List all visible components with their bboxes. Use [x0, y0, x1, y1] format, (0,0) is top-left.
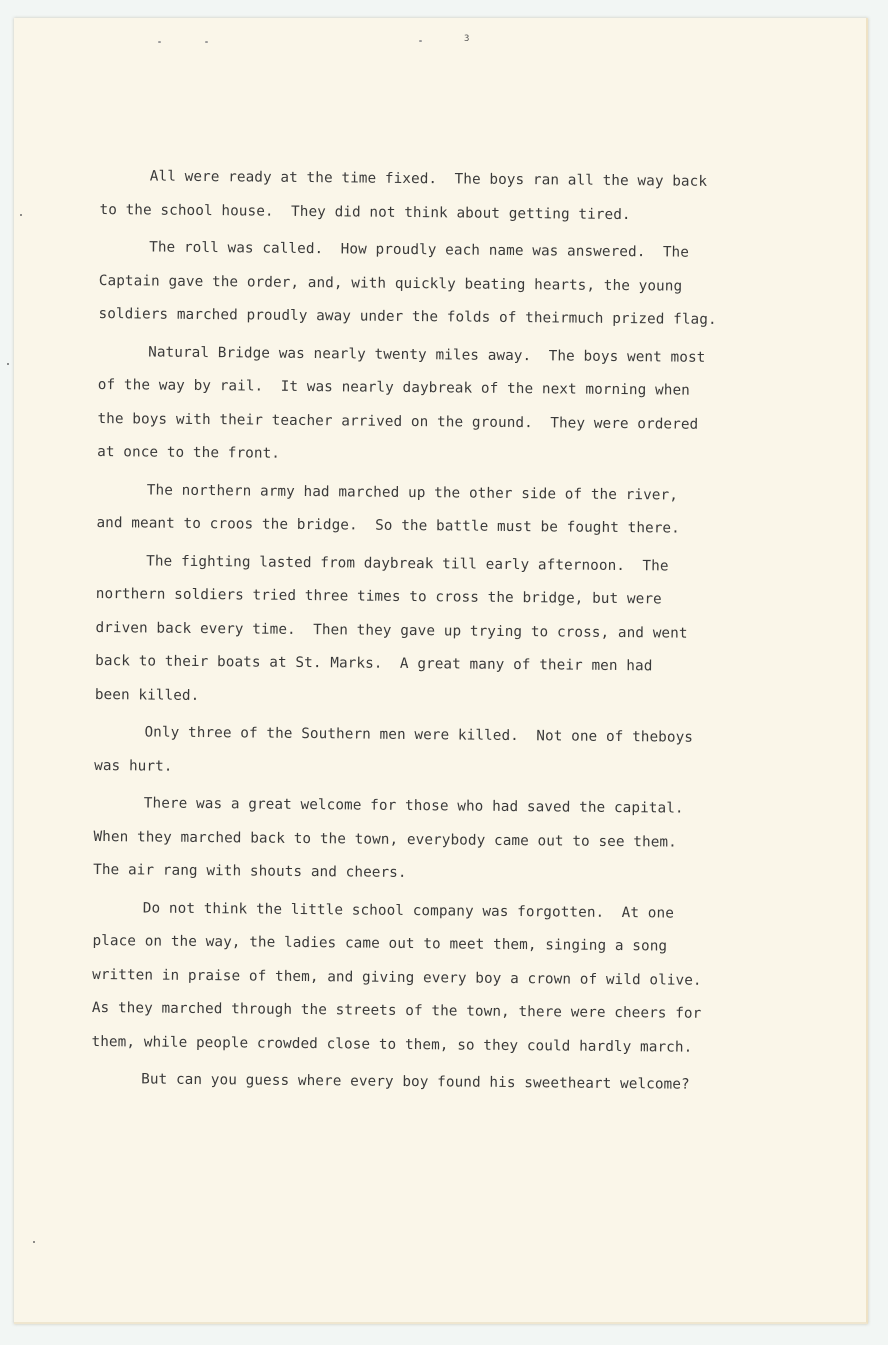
paragraph [99, 160, 812, 234]
text-line: written in praise of them, and giving every boy a crown of wild olive. [92, 966, 702, 989]
text-line: of the way by rail. It was nearly daybreak of the next morning when [97, 376, 690, 399]
text-line: been killed. [94, 686, 200, 704]
body-text [91, 160, 812, 1103]
text-line: But can you guess where every boy found his sweetheart welcome? [141, 1071, 690, 1093]
text-line: northern soldiers tried three times to cross the bridge, but were [95, 585, 662, 608]
text-line: soldiers marched proudly away under the folds of theirmuch prized flag. [98, 305, 717, 328]
text-line: The northern army had marched up the other side of the river, [146, 481, 679, 504]
text-line: As they marched through the streets of the town, there were cheers for [91, 999, 702, 1022]
page-number: 3 [464, 34, 470, 44]
text-line: place on the way, the ladies came out to meet them, singing a song [92, 932, 668, 955]
paper-speck [20, 214, 22, 216]
text-line: and meant to croos the bridge. So the battle must be fought there. [96, 514, 680, 537]
text-line: Captain gave the order, and, with quickly beating hearts, the young [98, 272, 683, 295]
text-line: Natural Bridge was nearly twenty miles away. The boys went most [148, 343, 706, 366]
paper-speck [205, 41, 208, 43]
paper-speck [158, 41, 161, 43]
text-line: When they marched back to the town, everybody came out to see them. [93, 828, 677, 851]
text-line: All were ready at the time fixed. The boys ran all the way back [149, 168, 708, 190]
paper-speck [33, 1241, 35, 1243]
text-line: The roll was called. How proudly each name was answered. The [149, 239, 690, 261]
paragraph [98, 231, 811, 338]
paper-speck [7, 363, 9, 365]
paragraph [95, 544, 809, 718]
paragraph [93, 787, 806, 894]
text-line: The air rang with shouts and cheers. [93, 861, 407, 881]
paragraph [97, 335, 810, 476]
text-line: at once to the front. [97, 443, 281, 462]
paragraph [91, 891, 805, 1065]
text-line: Do not think the little school company was forgotten. At one [142, 899, 675, 922]
paragraph [96, 473, 809, 547]
typewritten-page [14, 18, 868, 1324]
text-line: Only three of the Southern men were killed. Not one of theboys [144, 724, 694, 746]
text-line: was hurt. [94, 757, 173, 775]
paragraph [94, 716, 807, 790]
text-line: to the school house. They did not think about getting tired. [99, 201, 631, 223]
text-line: them, while people crowded close to them, so they could hardly march. [91, 1033, 693, 1056]
text-line: There was a great welcome for those who had saved the capital. [143, 795, 684, 817]
text-line: driven back every time. Then they gave up trying to cross, and went [95, 619, 688, 642]
paragraph [91, 1063, 803, 1103]
text-line: the boys with their teacher arrived on the ground. They were ordered [97, 410, 699, 433]
text-line: back to their boats at St. Marks. A great many of their men had [95, 652, 653, 675]
paper-speck [419, 40, 422, 42]
text-line: The fighting lasted from daybreak till early afternoon. The [146, 552, 669, 574]
